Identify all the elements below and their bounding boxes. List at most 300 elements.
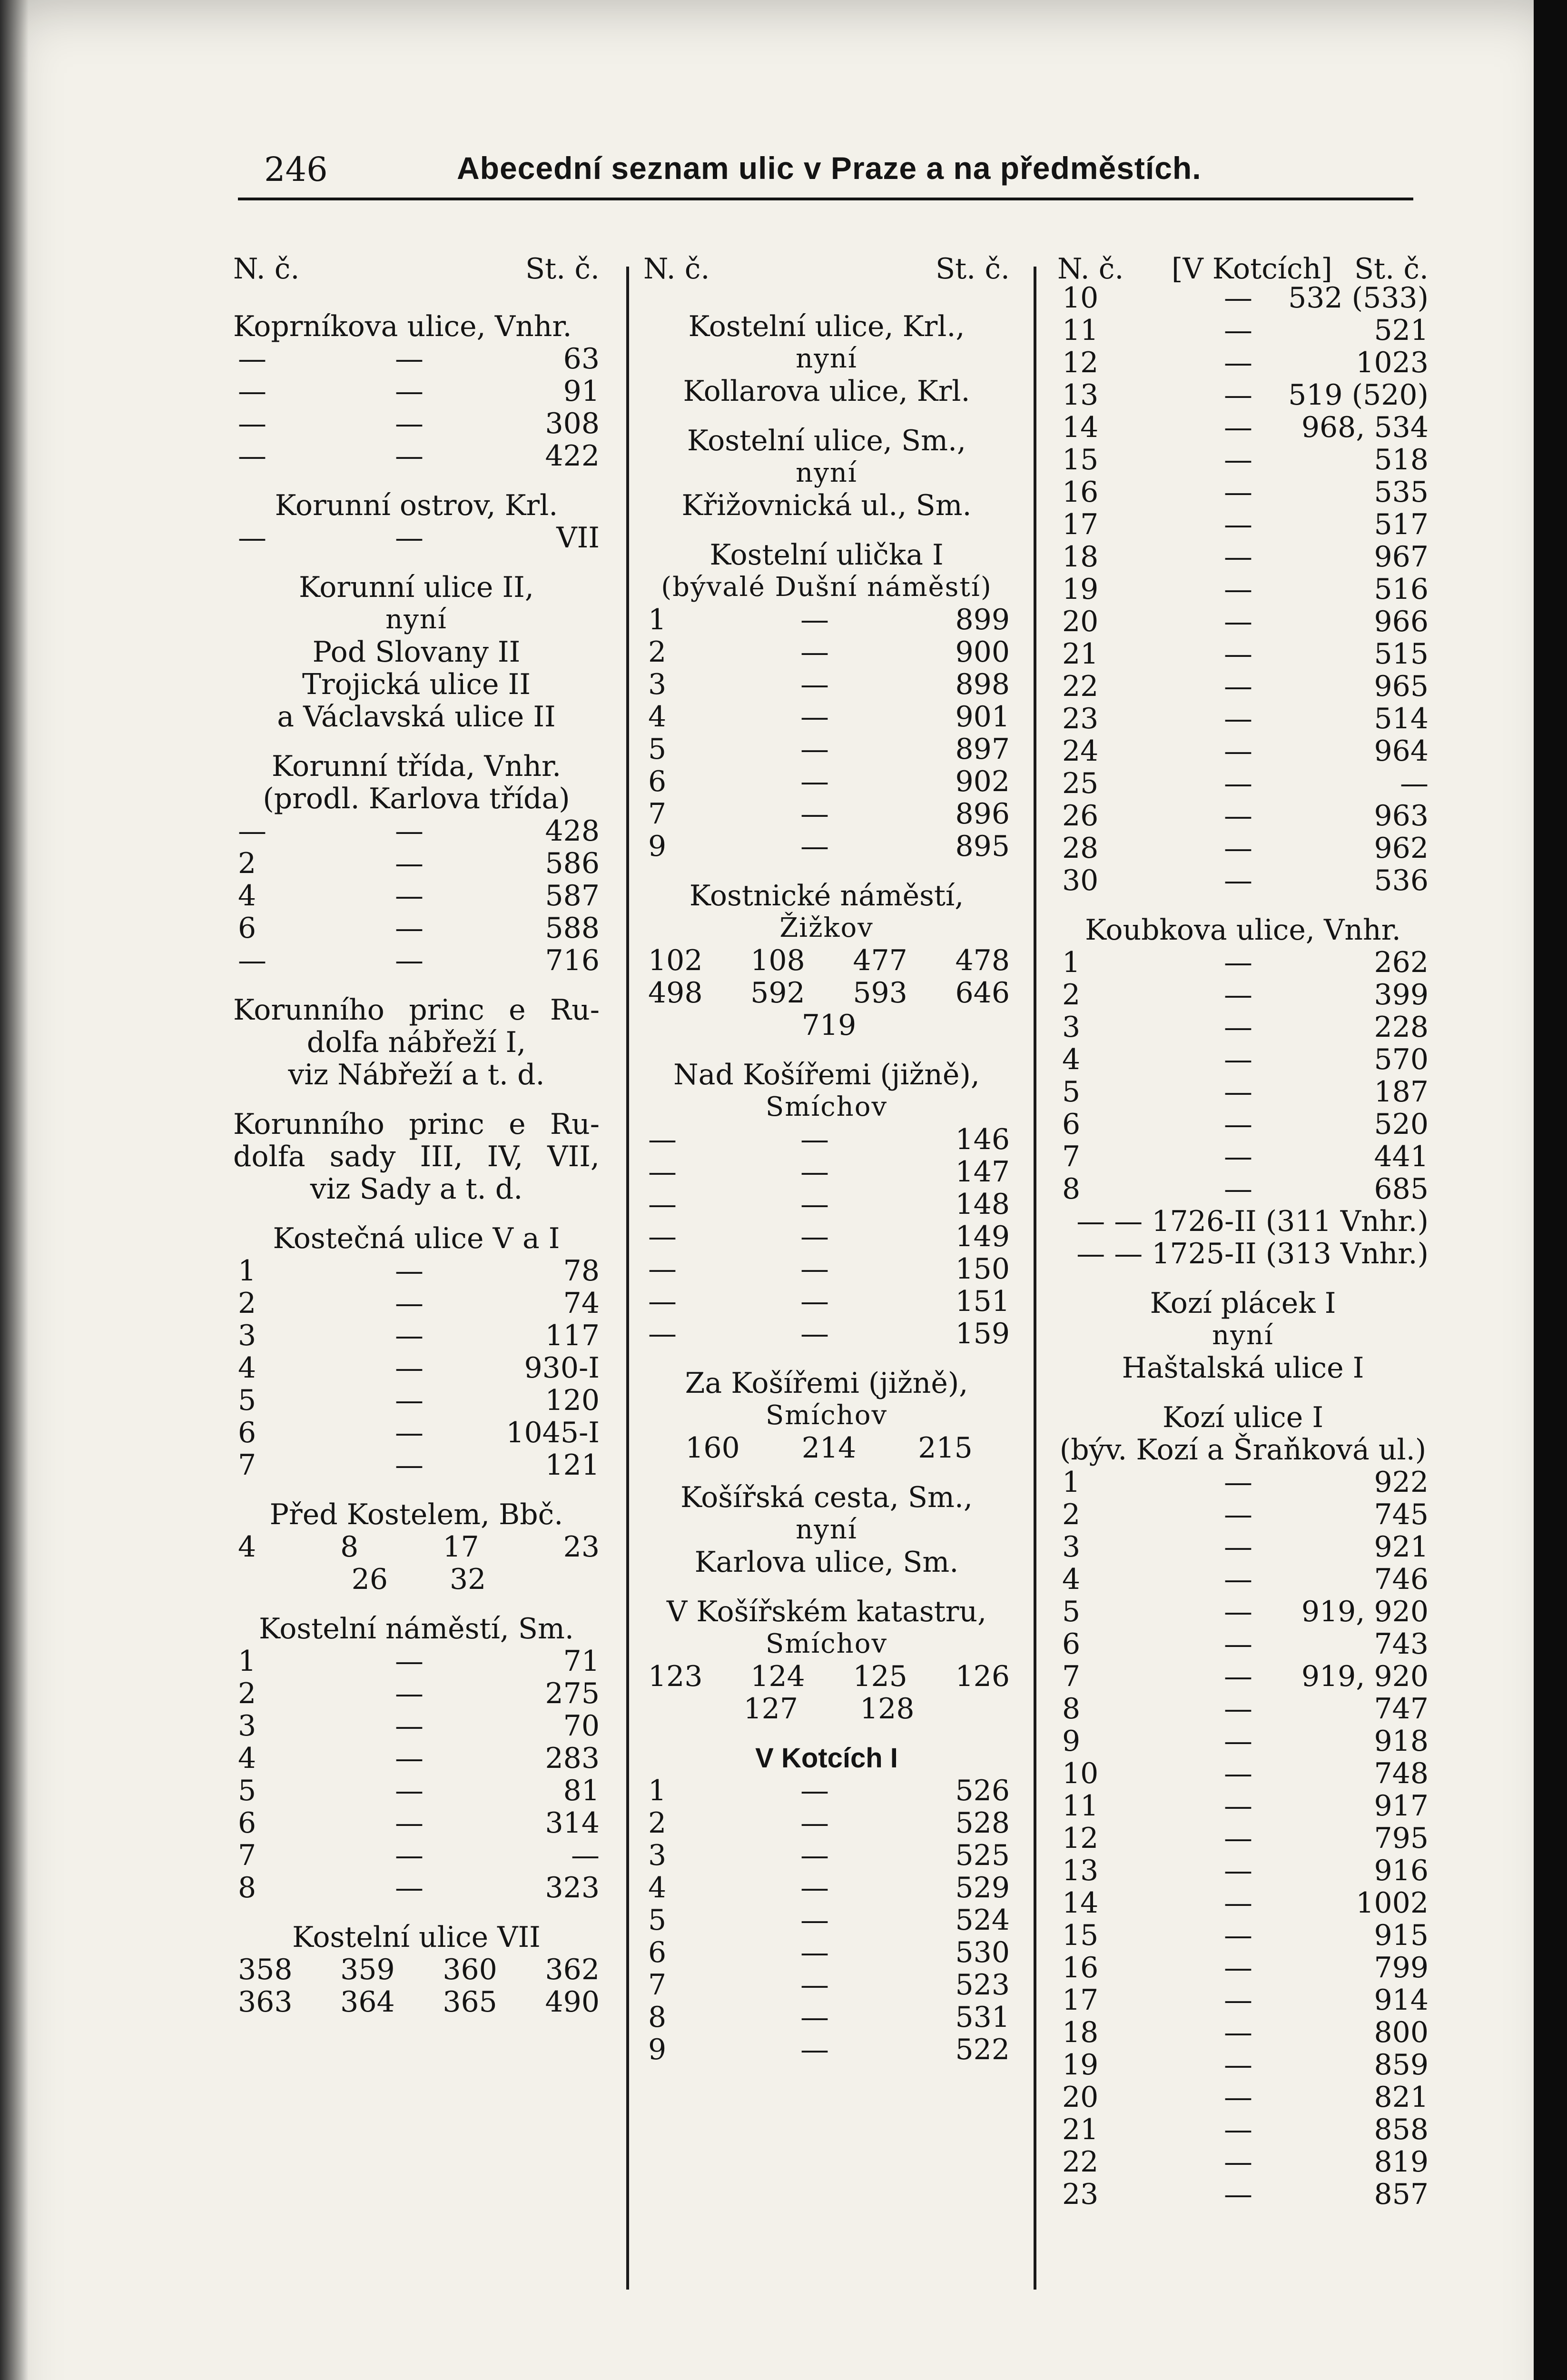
dash: — xyxy=(1224,411,1252,444)
table-row xyxy=(1057,638,1429,670)
table-row xyxy=(1057,347,1429,379)
number-grid xyxy=(233,1954,600,1986)
dash: — xyxy=(800,1904,829,1937)
table-row xyxy=(643,668,1010,701)
entry-title: Kozí ulice I xyxy=(1162,1401,1324,1434)
entry-title: Kostelní ulice, Krl., xyxy=(688,310,965,343)
table-row xyxy=(1057,1173,1429,1205)
dash: — xyxy=(1224,476,1252,509)
table-row xyxy=(233,440,600,472)
house-number: 19 xyxy=(1062,2048,1099,2082)
house-number: — xyxy=(648,1285,677,1318)
register-number: 422 xyxy=(545,439,600,473)
dash: — xyxy=(1224,832,1252,865)
register-number: 308 xyxy=(545,407,600,440)
table-row xyxy=(1057,1854,1429,1887)
table-row xyxy=(1057,508,1429,541)
register-number: 586 xyxy=(545,847,600,880)
register-number: 528 xyxy=(955,1806,1010,1840)
house-number: 7 xyxy=(238,1448,256,1482)
table-row xyxy=(1057,2049,1429,2081)
register-number: 514 xyxy=(1374,702,1429,735)
house-number: 4 xyxy=(1062,1563,1081,1596)
column-header-right: St. č. xyxy=(1354,252,1429,286)
register-number: 745 xyxy=(1374,1498,1429,1531)
register-number: 525 xyxy=(955,1839,1010,1872)
entry-title: Kostelní ulice, Sm., xyxy=(687,424,966,457)
register-number: 963 xyxy=(1374,799,1429,833)
dash: — xyxy=(395,879,424,912)
table-row xyxy=(1057,573,1429,605)
table-row xyxy=(233,1775,600,1807)
number-grid xyxy=(233,1986,600,2018)
table-row xyxy=(233,407,600,440)
register-number: 965 xyxy=(1374,670,1429,703)
entry-v-kotcich-continued xyxy=(1057,282,1429,897)
house-number: 4 xyxy=(238,1351,256,1385)
register-number: 921 xyxy=(1374,1530,1429,1564)
table-row xyxy=(233,1287,600,1319)
house-number: — xyxy=(648,1155,677,1189)
dash: — xyxy=(800,1871,829,1904)
register-number: 587 xyxy=(545,879,600,912)
table-row xyxy=(1057,2016,1429,2049)
dash: — xyxy=(800,635,829,669)
grid-number: 128 xyxy=(860,1692,915,1726)
table-row xyxy=(643,733,1010,765)
grid-number: 719 xyxy=(801,1009,857,1042)
register-number: 747 xyxy=(1374,1692,1429,1726)
dash: — xyxy=(1224,2016,1252,2049)
house-number: 6 xyxy=(648,765,667,798)
table-row xyxy=(643,1188,1010,1220)
house-number: 22 xyxy=(1062,2145,1099,2179)
grid-number: 490 xyxy=(545,1985,600,2019)
entry-title: Koprníkova ulice, Vnhr. xyxy=(233,310,572,343)
register-number: 150 xyxy=(955,1252,1010,1286)
house-number: 16 xyxy=(1062,476,1099,509)
table-row xyxy=(1057,2113,1429,2146)
dash: — xyxy=(395,1351,424,1385)
dash: — xyxy=(1224,1011,1252,1044)
dash: — xyxy=(1224,1692,1252,1726)
dash: — xyxy=(1224,1140,1252,1173)
table-row xyxy=(233,1384,600,1417)
entry-note: nyní xyxy=(385,604,447,635)
column-header xyxy=(643,252,1010,286)
entry-note: (býv. Kozí a Šraňková ul.) xyxy=(1059,1433,1427,1467)
grid-number: 592 xyxy=(750,976,805,1010)
dash: — xyxy=(800,1968,829,2002)
grid-number: 127 xyxy=(743,1692,798,1726)
table-row xyxy=(1057,1919,1429,1952)
dash: — xyxy=(395,1677,424,1710)
house-number: 7 xyxy=(1062,1660,1081,1693)
house-number: 25 xyxy=(1062,767,1099,800)
entry-rows xyxy=(643,1123,1010,1350)
table-row xyxy=(1057,703,1429,735)
dash: — xyxy=(1224,1789,1252,1823)
dash: — xyxy=(1224,540,1252,574)
dash: — xyxy=(395,1839,424,1872)
dash: — xyxy=(1224,1043,1252,1076)
house-number: 16 xyxy=(1062,1951,1099,1984)
register-number: 146 xyxy=(955,1123,1010,1156)
entry-kopernikova xyxy=(233,310,600,472)
table-row xyxy=(1057,541,1429,573)
dash: — xyxy=(1224,443,1252,476)
house-number: 13 xyxy=(1062,378,1099,412)
register-number: 159 xyxy=(955,1317,1010,1350)
entry-title: Kostelní náměstí, Sm. xyxy=(259,1612,574,1646)
table-row xyxy=(643,1839,1010,1872)
entry-line: Křižovnická ul., Sm. xyxy=(681,489,972,522)
dash: — xyxy=(1224,1498,1252,1531)
entry-title: Korunního princ e Ru- xyxy=(233,993,600,1027)
entry-korunni-ulice xyxy=(233,571,600,733)
column-header-left: N. č. xyxy=(233,252,300,286)
house-number: 3 xyxy=(238,1319,256,1352)
table-row xyxy=(233,1710,600,1742)
register-number: 821 xyxy=(1374,2081,1429,2114)
table-row xyxy=(1057,832,1429,864)
house-number: 10 xyxy=(1062,1757,1099,1790)
register-number: 859 xyxy=(1374,2048,1429,2082)
grid-number: 362 xyxy=(545,1953,600,1986)
house-number: 10 xyxy=(1062,281,1099,315)
house-number: — xyxy=(648,1252,677,1286)
register-number: 399 xyxy=(1374,978,1429,1012)
dash: — xyxy=(800,1317,829,1350)
dash: — xyxy=(800,603,829,636)
table-row xyxy=(643,1253,1010,1285)
entry-kostecna xyxy=(233,1222,600,1481)
number-grid xyxy=(643,1432,1010,1464)
table-row xyxy=(1057,444,1429,476)
register-number: 900 xyxy=(955,635,1010,669)
register-number: 795 xyxy=(1374,1822,1429,1855)
table-row xyxy=(233,522,600,554)
house-number: 2 xyxy=(648,1806,667,1840)
table-row xyxy=(1057,1498,1429,1531)
register-number: 1023 xyxy=(1356,346,1429,379)
dash: — xyxy=(1224,767,1252,800)
house-number: 20 xyxy=(1062,2081,1099,2114)
grid-number: 108 xyxy=(750,944,805,977)
register-number: 922 xyxy=(1374,1466,1429,1499)
table-row xyxy=(1057,314,1429,347)
table-row xyxy=(233,912,600,944)
house-number: — xyxy=(238,342,266,376)
entry-note: Smíchov xyxy=(765,1628,888,1659)
dash: — xyxy=(1224,605,1252,638)
entry-title: Kozí plácek I xyxy=(1150,1287,1336,1320)
register-number: 930-I xyxy=(524,1351,600,1385)
table-row xyxy=(1057,670,1429,703)
grid-number: 23 xyxy=(563,1530,600,1564)
register-number: 896 xyxy=(955,797,1010,831)
entry-kostelni-krl xyxy=(643,310,1010,407)
table-row xyxy=(1057,282,1429,314)
table-row xyxy=(1057,1790,1429,1822)
table-row xyxy=(233,880,600,912)
house-number: 23 xyxy=(1062,702,1099,735)
dash: — xyxy=(1224,1725,1252,1758)
dash: — xyxy=(1224,1075,1252,1109)
dash: — xyxy=(800,1806,829,1840)
register-number: 962 xyxy=(1374,832,1429,865)
house-number: 6 xyxy=(648,1936,667,1969)
house-number: 1 xyxy=(238,1645,256,1678)
table-row xyxy=(233,1677,600,1710)
table-row xyxy=(233,1352,600,1384)
register-number: 570 xyxy=(1374,1043,1429,1076)
table-row xyxy=(1057,1660,1429,1693)
table-row xyxy=(1057,2081,1429,2113)
entry-kozi-placek xyxy=(1057,1287,1429,1384)
register-number: 858 xyxy=(1374,2113,1429,2146)
register-number: 746 xyxy=(1374,1563,1429,1596)
running-title: Abecední seznam ulic v Praze a na předměstích. xyxy=(457,150,1202,186)
table-row xyxy=(233,343,600,375)
register-number: 968, 534 xyxy=(1301,411,1429,444)
dash: — xyxy=(1224,670,1252,703)
register-number: 532 (533) xyxy=(1288,281,1429,315)
entry-kosirska-cesta xyxy=(643,1481,1010,1578)
house-number: 11 xyxy=(1062,314,1099,347)
entry-extra-row: — — 1725-II (313 Vnhr.) xyxy=(1076,1237,1429,1270)
entry-title: Korunního princ e Ru- xyxy=(233,1108,600,1141)
dash: — xyxy=(395,1384,424,1417)
page-number: 246 xyxy=(264,150,328,189)
house-number: 8 xyxy=(648,2001,667,2034)
house-number: 13 xyxy=(1062,1854,1099,1887)
register-number: 117 xyxy=(545,1319,600,1352)
register-number: 524 xyxy=(955,1904,1010,1937)
table-row xyxy=(233,944,600,977)
table-row xyxy=(643,2033,1010,2066)
entry-koubkova xyxy=(1057,914,1429,1270)
house-number: 30 xyxy=(1062,864,1099,897)
entry-note: Smíchov xyxy=(765,1400,888,1431)
house-number: 1 xyxy=(648,1774,667,1807)
dash: — xyxy=(800,668,829,701)
house-number: 3 xyxy=(648,668,667,701)
entry-title: Korunní ostrov, Krl. xyxy=(275,489,558,522)
register-number: 1002 xyxy=(1356,1886,1429,1920)
entry-line: Pod Slovany II xyxy=(312,635,521,669)
entry-rows xyxy=(233,1255,600,1481)
entry-line: dolfa sady III, IV, VII, xyxy=(233,1140,600,1173)
table-row xyxy=(1057,1725,1429,1757)
dash: — xyxy=(395,1287,424,1320)
house-number: 9 xyxy=(648,830,667,863)
register-number: 819 xyxy=(1374,2145,1429,2179)
house-number: 18 xyxy=(1062,540,1099,574)
house-number: 3 xyxy=(1062,1530,1081,1564)
house-number: 5 xyxy=(238,1774,256,1807)
house-number: 20 xyxy=(1062,605,1099,638)
table-row xyxy=(1057,1108,1429,1140)
house-number: 2 xyxy=(1062,1498,1081,1531)
dash: — xyxy=(1224,702,1252,735)
house-number: 17 xyxy=(1062,1983,1099,2017)
table-row xyxy=(1057,735,1429,767)
table-row xyxy=(643,1220,1010,1253)
dash: — xyxy=(1224,2145,1252,2179)
house-number: — xyxy=(238,439,266,473)
grid-number: 215 xyxy=(918,1431,973,1465)
house-number: 23 xyxy=(1062,2178,1099,2211)
dash: — xyxy=(395,1709,424,1743)
table-row xyxy=(1057,1984,1429,2016)
dash: — xyxy=(1224,864,1252,897)
register-number: 314 xyxy=(545,1806,600,1840)
register-number: 120 xyxy=(545,1384,600,1417)
table-row xyxy=(233,847,600,880)
table-row xyxy=(1057,864,1429,897)
register-number: 517 xyxy=(1374,508,1429,541)
entry-note: (bývalé Dušní náměstí) xyxy=(661,572,992,603)
dash: — xyxy=(800,1252,829,1286)
register-number: 743 xyxy=(1374,1627,1429,1661)
table-row xyxy=(643,2001,1010,2033)
entry-rows xyxy=(233,343,600,472)
register-number: 523 xyxy=(955,1968,1010,2002)
house-number: 17 xyxy=(1062,508,1099,541)
number-grid xyxy=(233,1563,600,1596)
house-number: 2 xyxy=(1062,978,1081,1012)
entry-kostelni-ulice-vii xyxy=(233,1921,600,2018)
entry-note: Žižkov xyxy=(779,912,874,943)
table-row xyxy=(1057,767,1429,800)
house-number: — xyxy=(648,1188,677,1221)
table-row xyxy=(233,815,600,847)
dash: — xyxy=(1224,1660,1252,1693)
table-row xyxy=(233,1742,600,1775)
house-number: — xyxy=(648,1123,677,1156)
table-row xyxy=(643,1872,1010,1904)
house-number: 2 xyxy=(238,1677,256,1710)
entry-rows xyxy=(233,815,600,977)
register-number: 530 xyxy=(955,1936,1010,1969)
entry-rows xyxy=(233,1645,600,1904)
dash: — xyxy=(1224,1854,1252,1887)
dash: — xyxy=(1224,1108,1252,1141)
register-number: 685 xyxy=(1374,1172,1429,1206)
house-number: 9 xyxy=(1062,1725,1081,1758)
register-number: 522 xyxy=(955,2033,1010,2066)
grid-number: 360 xyxy=(443,1953,497,1986)
table-row xyxy=(1057,605,1429,638)
dash: — xyxy=(395,1871,424,1904)
house-number: 5 xyxy=(238,1384,256,1417)
house-number: 26 xyxy=(1062,799,1099,833)
house-number: 5 xyxy=(1062,1075,1081,1109)
grid-number: 478 xyxy=(955,944,1010,977)
register-number: 283 xyxy=(545,1742,600,1775)
register-number: 521 xyxy=(1374,314,1429,347)
entry-line: Kollarova ulice, Krl. xyxy=(683,375,970,408)
dash: — xyxy=(1224,346,1252,379)
house-number: 19 xyxy=(1062,573,1099,606)
dash: — xyxy=(395,375,424,408)
dash: — xyxy=(395,1448,424,1482)
house-number: 21 xyxy=(1062,637,1099,671)
entry-title: V Kotcích I xyxy=(755,1743,898,1774)
number-grid xyxy=(643,1693,1010,1725)
grid-number: 125 xyxy=(853,1660,907,1693)
table-row xyxy=(1057,1952,1429,1984)
table-row xyxy=(1057,979,1429,1011)
column-1 xyxy=(233,252,600,2294)
table-row xyxy=(233,1645,600,1677)
grid-number: 17 xyxy=(443,1530,479,1564)
house-number: 11 xyxy=(1062,1789,1099,1823)
dash: — xyxy=(800,733,829,766)
register-number: 228 xyxy=(1374,1011,1429,1044)
column-header xyxy=(1057,252,1429,286)
entry-title: Nad Košířemi (jižně), xyxy=(673,1058,980,1091)
house-number: 12 xyxy=(1062,346,1099,379)
entry-line: Trojická ulice II xyxy=(302,668,531,701)
table-row xyxy=(1057,476,1429,508)
house-number: 22 xyxy=(1062,670,1099,703)
entry-pred-kostelem xyxy=(233,1498,600,1596)
entry-line: viz Sady a t. d. xyxy=(310,1172,523,1206)
entry-korunniho-sady xyxy=(233,1108,600,1205)
entry-line: dolfa nábřeží I, xyxy=(306,1026,526,1059)
grid-number: 102 xyxy=(648,944,703,977)
grid-number: 4 xyxy=(238,1530,256,1564)
left-edge-shadow xyxy=(0,0,29,2380)
house-number: 8 xyxy=(238,1871,256,1904)
register-number: 916 xyxy=(1374,1854,1429,1887)
entry-title: Košířská cesta, Sm., xyxy=(680,1481,973,1514)
register-number: 919, 920 xyxy=(1301,1595,1429,1628)
dash: — xyxy=(800,1155,829,1189)
house-number: 6 xyxy=(238,1806,256,1840)
dash: — xyxy=(395,814,424,848)
table-row xyxy=(1057,1693,1429,1725)
register-number: 149 xyxy=(955,1220,1010,1253)
register-number: 91 xyxy=(563,375,600,408)
dash: — xyxy=(395,439,424,473)
table-row xyxy=(643,765,1010,798)
entry-korunni-trida xyxy=(233,750,600,977)
register-number: 81 xyxy=(563,1774,600,1807)
table-row xyxy=(643,701,1010,733)
dash: — xyxy=(800,1123,829,1156)
entry-title: Kostelní ulička I xyxy=(710,538,944,572)
register-number: 71 xyxy=(563,1645,600,1678)
house-number: — xyxy=(238,407,266,440)
table-row xyxy=(643,604,1010,636)
dash: — xyxy=(395,1254,424,1288)
entry-title: Kostečná ulice V a I xyxy=(273,1222,560,1255)
dash: — xyxy=(1224,637,1252,671)
dash: — xyxy=(1224,1466,1252,1499)
register-number: 716 xyxy=(545,944,600,977)
register-number: 531 xyxy=(955,2001,1010,2034)
dash: — xyxy=(1224,508,1252,541)
dash: — xyxy=(1224,1886,1252,1920)
dash: — xyxy=(800,1285,829,1318)
register-number: 323 xyxy=(545,1871,600,1904)
number-grid xyxy=(643,1009,1010,1041)
register-number: 964 xyxy=(1374,734,1429,768)
column-2 xyxy=(643,252,1010,2294)
